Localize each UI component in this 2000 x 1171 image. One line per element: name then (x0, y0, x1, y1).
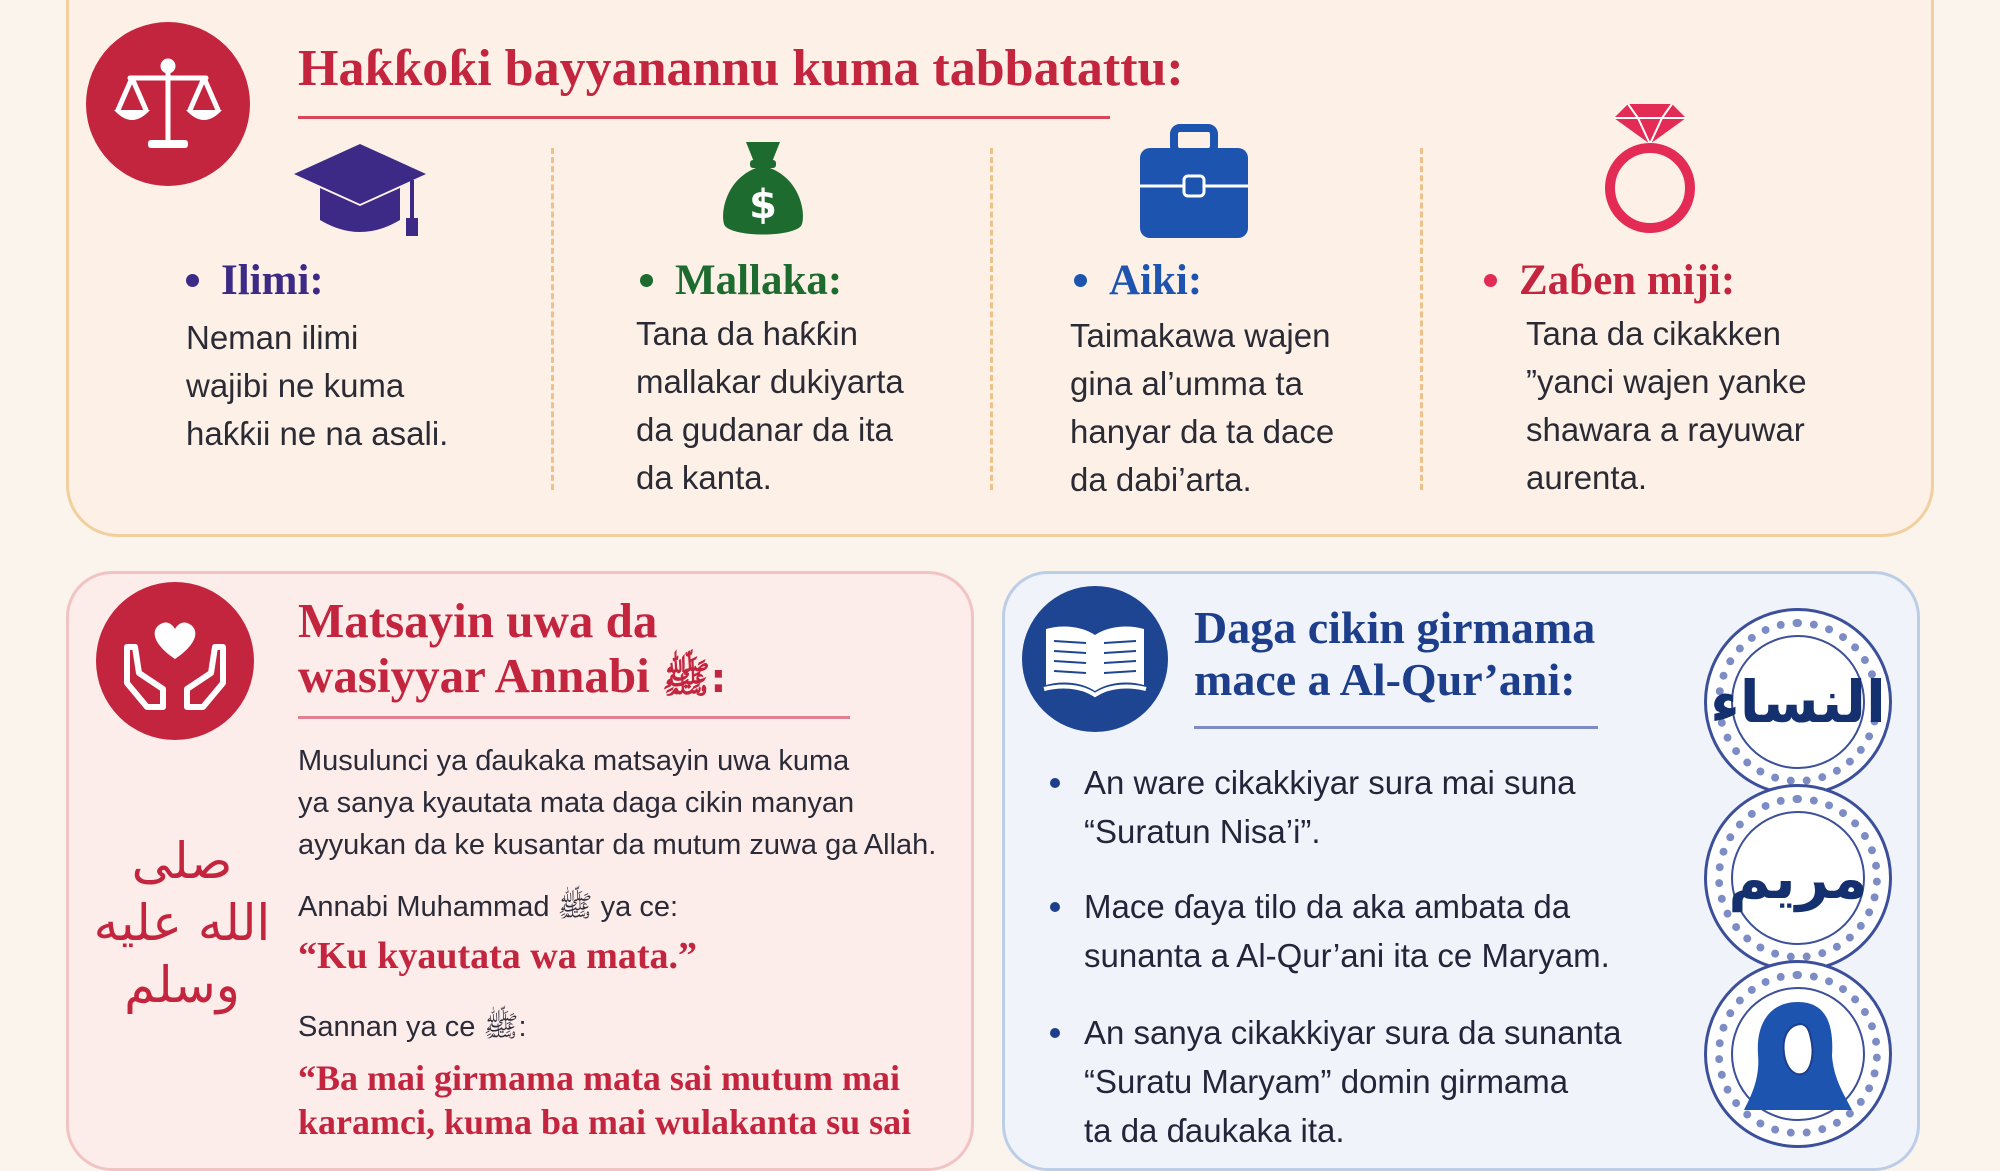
briefcase-icon (1138, 124, 1250, 240)
rights-title-underline (298, 116, 1110, 119)
medallion-maryam (1704, 784, 1892, 972)
open-book-icon (1040, 619, 1150, 699)
text-line: da dabi’arta. (1070, 461, 1252, 498)
rights-column-title-2 (1074, 256, 1202, 305)
bullet-dot (186, 274, 199, 287)
surah-name-nisa: النساء (1710, 668, 1886, 736)
text-line: Taimakawa wajen (1070, 317, 1331, 354)
text-line: da kanta. (636, 459, 772, 496)
title-line: Daga cikin girmama (1194, 602, 1596, 653)
scales-of-justice-icon (108, 44, 228, 164)
text-line: shawara a rayuwar (1526, 411, 1805, 448)
ring-icon (1598, 100, 1702, 238)
title-line-2 (298, 649, 726, 704)
title-line: Matsayin uwa da (298, 593, 658, 648)
medallion-woman (1704, 960, 1892, 1148)
text-line: hanyar da ta dace (1070, 413, 1335, 450)
quran-bullet-2 (1084, 1008, 1621, 1155)
arabic-calligraphy: صلى الله عليه وسلم (93, 832, 271, 1014)
text-line: da gudanar da ita (636, 411, 893, 448)
medallion-nisa (1704, 608, 1892, 796)
heart-hands-icon (117, 603, 233, 719)
bullet-dot (1050, 902, 1060, 912)
text-line: Tana da haƙƙin (636, 315, 858, 352)
rights-column-title-0 (186, 256, 324, 305)
surah-name-maryam: مريم (1728, 844, 1868, 912)
text-line: Neman ilimi (186, 319, 359, 356)
text-line: haƙƙii ne na asali. (186, 415, 449, 452)
column-title-text: Ilimi: (221, 257, 324, 304)
mother-title-underline (298, 716, 850, 719)
text-line: ya sanya kyautata mata daga cikin manyan (298, 787, 855, 819)
text-line: gina al’umma ta (1070, 365, 1303, 402)
rights-column-text-1 (636, 310, 904, 502)
column-title-text: Mallaka: (675, 257, 843, 304)
svg-text:$: $ (749, 182, 777, 228)
text-line: “Suratun Nisa’i”. (1084, 813, 1321, 850)
rights-column-title-3 (1484, 256, 1735, 305)
quran-badge (1022, 586, 1168, 732)
quote-1: “Ku kyautata wa mata.” (298, 935, 698, 977)
title-line: mace a Al-Qur’ani: (1194, 653, 1576, 705)
bullet-dot (1074, 274, 1087, 287)
column-divider (551, 148, 554, 490)
quran-title-underline (1194, 726, 1598, 729)
text-line: ta da ɗaukaka ita. (1084, 1112, 1345, 1149)
text-line: mallakar dukiyarta (636, 363, 904, 400)
column-divider (990, 148, 993, 490)
rights-column-title-1 (640, 256, 842, 305)
column-title-text: Zaɓen miji: (1519, 257, 1736, 304)
column-divider (1420, 148, 1423, 490)
text-line: ”yanci wajen yanke (1526, 363, 1807, 400)
text-line: “Suratu Maryam” domin girmama (1084, 1063, 1569, 1100)
quote-2 (298, 1056, 911, 1144)
text-line: aurenta. (1526, 459, 1648, 496)
quran-bullet-1 (1084, 882, 1610, 980)
text-line: ayyukan da ke kusantar da mutum zuwa ga Allah. (298, 829, 937, 861)
quran-title (1194, 602, 1595, 705)
bullet-dot (1050, 1028, 1060, 1038)
text-line: karamci, kuma ba mai wulakanta su sai (298, 1102, 912, 1142)
title-line: wasiyyar Annabi (298, 647, 650, 703)
column-title-text: Aiki: (1109, 257, 1203, 304)
text-line: An ware cikakkiyar sura mai suna (1084, 764, 1576, 801)
mother-badge (96, 582, 254, 740)
money-bag-icon (718, 138, 808, 242)
text-line: “Ba mai girmama mata sai mutum mai (298, 1058, 900, 1098)
rights-column-text-0 (186, 314, 448, 458)
text-line: An sanya cikakkiyar sura da sunanta (1084, 1014, 1622, 1051)
mother-title (298, 594, 726, 704)
bullet-dot (640, 274, 653, 287)
rights-title: Haƙƙoƙi bayyanannu kuma tabbatattu: (298, 40, 1184, 97)
text-line: Mace ɗaya tilo da aka ambata da (1084, 888, 1571, 925)
text-line: Tana da cikakken (1526, 315, 1781, 352)
honorific-text: ﷺ: (661, 655, 727, 702)
graduation-cap-icon (290, 140, 430, 242)
bullet-dot (1050, 778, 1060, 788)
bullet-dot (1484, 274, 1497, 287)
text-line: sunanta a Al-Qur’ani ita ce Maryam. (1084, 937, 1610, 974)
rights-badge (86, 22, 250, 186)
rights-column-text-2 (1070, 312, 1334, 504)
rights-column-text-3 (1526, 310, 1807, 502)
text-line: wajibi ne kuma (186, 367, 405, 404)
quran-bullet-0 (1084, 758, 1576, 856)
woman-hijab-icon (1738, 994, 1858, 1114)
again-said-line: Sannan ya ce ﷺ: (298, 1011, 527, 1043)
prophet-said-line: Annabi Muhammad ﷺ ya ce: (298, 891, 679, 923)
mother-intro (298, 740, 936, 866)
text-line: Musulunci ya ɗaukaka matsayin uwa kuma (298, 745, 850, 777)
